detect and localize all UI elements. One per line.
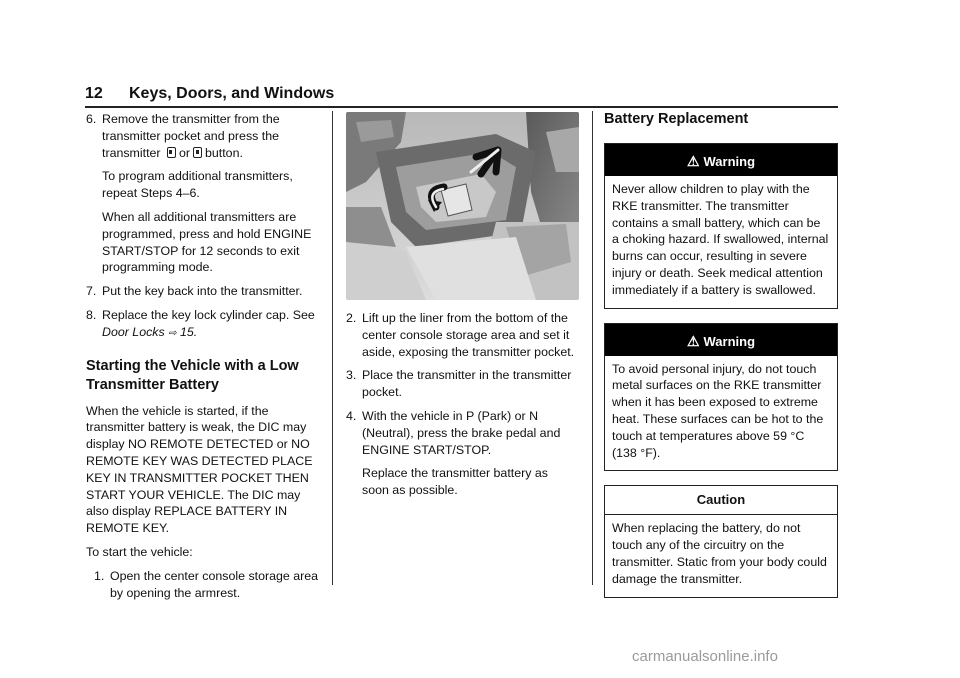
step-6-para-2: To program additional transmitters, repeat Steps 4–6. [102,169,293,201]
step-4-text: With the vehicle in P (Park) or N (Neutral), press the brake pedal and ENGINE START/STOP. [362,408,561,457]
lock-button-icon [193,147,202,158]
step-1 [94,568,322,602]
step-number: 6. [86,112,97,126]
caution-body: When replacing the battery, do not touch any of the circuitry on the transmitter. Static from your body could damage the transmitter. [612,521,827,586]
warning-title-bar [605,144,837,176]
step-6-instruction [102,111,322,161]
warning-box-2 [604,323,838,472]
step-6 [86,111,322,276]
step-3 [346,367,578,401]
step-3-text: Place the transmitter in the transmitter pocket. [362,368,572,400]
step-8-text: Replace the key lock cylinder cap. See [102,307,315,322]
section-heading-battery-replacement: Battery Replacement [604,111,749,127]
warning-icon: ⚠ [686,332,700,349]
door-locks-link[interactable]: Door Locks [102,324,165,339]
low-battery-paragraph: When the vehicle is started, if the transmitter battery is weak, the DIC may display NO REMOTE DETECTED or NO REMOTE KEY WAS DETECTED PLACE KEY IN TRANSMITTER POCKET THEN START YOUR VEHICLE. The DIC may also display REPLACE BATTERY IN REMOTE KEY. [86,403,313,536]
column-divider-right [592,111,593,585]
step-number: 1. [94,568,105,583]
column-divider-left [332,111,333,585]
header-rule [85,106,838,108]
door-locks-page[interactable]: 15. [179,324,198,339]
page-reference-arrow-icon: ⇨ [168,327,177,339]
warning-title: Warning [703,154,756,169]
page-header [85,85,838,107]
step-7 [86,283,322,300]
step-7-text: Put the key back into the transmitter. [102,284,303,299]
column-left [86,111,322,608]
warning-title-bar [605,324,837,356]
step-number: 7. [86,284,97,299]
step-1-text: Open the center console storage area by opening the armrest. [110,568,319,600]
unlock-button-icon [167,147,176,158]
step-6-text-b: button. [205,145,243,160]
column-middle [346,310,578,506]
to-start-paragraph: To start the vehicle: [86,544,193,559]
column-right [604,110,838,612]
step-8 [86,307,322,343]
watermark: carmanualsonline.info [632,648,778,665]
step-6-para-3: When all additional transmitters are programmed, press and hold ENGINE START/STOP for 12 seconds to exit programming mode. [102,209,312,275]
step-number: 2. [346,311,357,325]
caution-box [604,485,838,597]
warning-2-body: To avoid personal injury, do not touch metal surfaces on the RKE transmitter when it has been exposed to extreme heat. These surfaces can be hot to the touch at temperatures above 59 °C (138 °F). [612,361,824,460]
step-4 [346,408,578,499]
step-2 [346,310,578,360]
step-6-text-a: Remove the transmitter from the transmitter pocket and press the transmitter [102,112,280,160]
section-title: Keys, Doors, and Windows [129,85,335,102]
step-6-or: or [178,145,191,160]
section-heading-low-battery: Starting the Vehicle with a Low Transmitter Battery [86,357,299,393]
step-2-text: Lift up the liner from the bottom of the center console storage area and set it aside, exposing the transmitter pocket. [362,311,575,359]
page-number: 12 [85,85,103,102]
step-number: 3. [346,368,357,383]
warning-1-body: Never allow children to play with the RKE transmitter. The transmitter contains a small battery, which can be a choking hazard. If swallowed, internal burns can occur, resulting in severe injury or death. Seek medical attention immediately if a battery is swallowed. [612,182,829,297]
warning-title: Warning [703,333,756,349]
console-storage-photo [346,112,579,300]
step-8-instruction [102,307,322,343]
step-4-subtext: Replace the transmitter battery as soon as possible. [362,466,548,498]
warning-icon: ⚠ [686,153,700,169]
step-number: 8. [86,307,97,322]
caution-title: Caution [605,486,837,515]
step-number: 4. [346,408,357,423]
warning-box-1 [604,143,838,309]
